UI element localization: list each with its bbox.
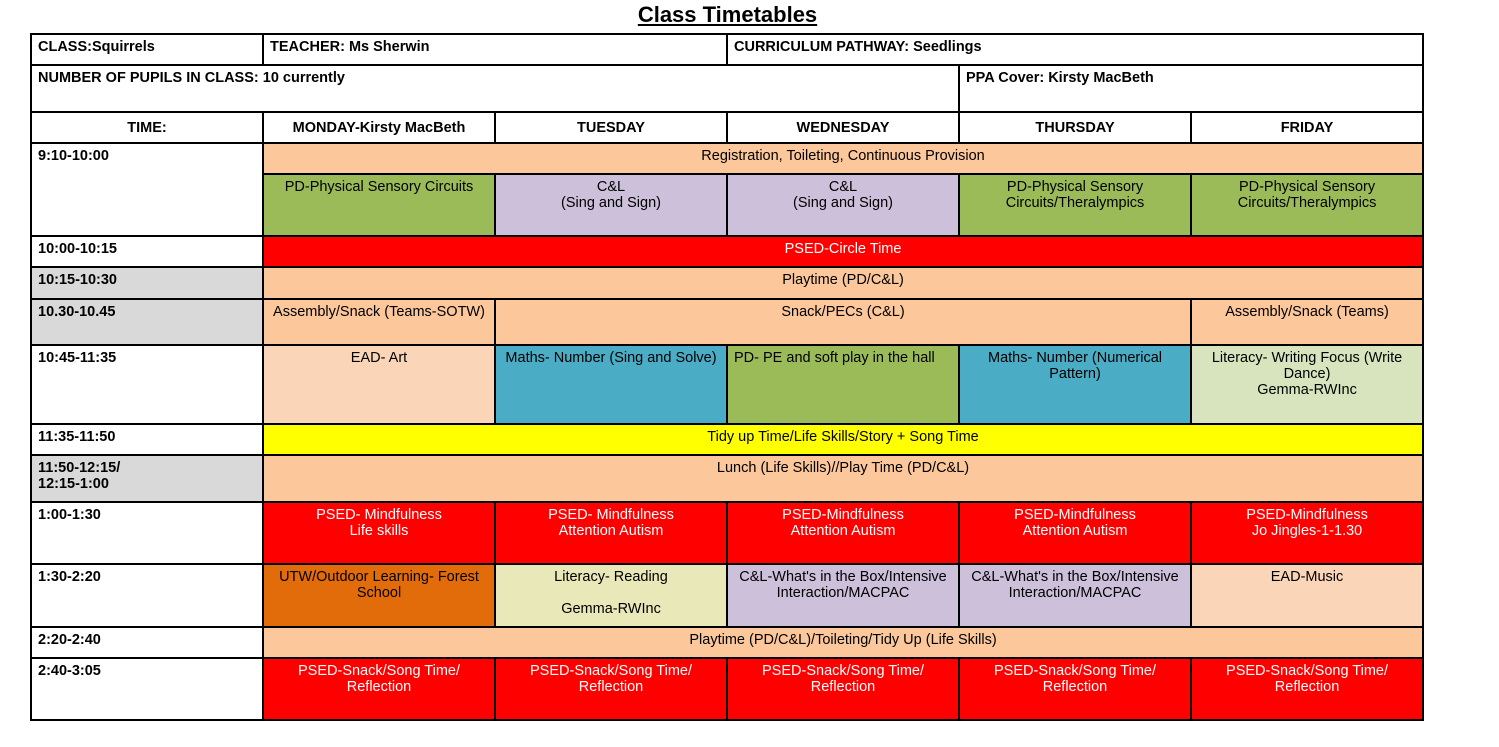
time-cell: 9:10-10:00 — [31, 143, 263, 236]
session-cell: PSED-Snack/Song Time/ Reflection — [727, 658, 959, 720]
session-cell: Playtime (PD/C&L)/Toileting/Tidy Up (Life Skills) — [263, 627, 1423, 658]
session-cell: EAD-Music — [1191, 564, 1423, 627]
col-header-monday: MONDAY-Kirsty MacBeth — [263, 112, 495, 143]
session-cell: PD-Physical Sensory Circuits/Theralympics — [959, 174, 1191, 236]
session-cell: PD-Physical Sensory Circuits/Theralympics — [1191, 174, 1423, 236]
time-cell: 10:00-10:15 — [31, 236, 263, 267]
session-cell: Lunch (Life Skills)//Play Time (PD/C&L) — [263, 455, 1423, 502]
session-cell: PSED-Circle Time — [263, 236, 1423, 267]
time-cell: 10:15-10:30 — [31, 267, 263, 299]
time-cell: 1:30-2:20 — [31, 564, 263, 627]
teacher-name: TEACHER: Ms Sherwin — [263, 34, 727, 65]
session-cell: Registration, Toileting, Continuous Provision — [263, 143, 1423, 174]
ppa-cover: PPA Cover: Kirsty MacBeth — [959, 65, 1423, 112]
session-cell: Literacy- Reading Gemma-RWInc — [495, 564, 727, 627]
session-cell: C&L (Sing and Sign) — [727, 174, 959, 236]
session-cell: Assembly/Snack (Teams) — [1191, 299, 1423, 345]
curriculum-pathway: CURRICULUM PATHWAY: Seedlings — [727, 34, 1423, 65]
session-cell: Literacy- Writing Focus (Write Dance) Gemma-RWInc — [1191, 345, 1423, 424]
session-cell: PSED-Mindfulness Attention Autism — [959, 502, 1191, 564]
time-cell: 10.30-10.45 — [31, 299, 263, 345]
session-cell: Tidy up Time/Life Skills/Story + Song Time — [263, 424, 1423, 455]
session-cell: C&L-What's in the Box/Intensive Interaction/MACPAC — [727, 564, 959, 627]
session-cell: PD-Physical Sensory Circuits — [263, 174, 495, 236]
session-cell: EAD- Art — [263, 345, 495, 424]
session-cell: Maths- Number (Sing and Solve) — [495, 345, 727, 424]
time-cell: 2:40-3:05 — [31, 658, 263, 720]
col-header-time: TIME: — [31, 112, 263, 143]
col-header-friday: FRIDAY — [1191, 112, 1423, 143]
session-cell: C&L (Sing and Sign) — [495, 174, 727, 236]
col-header-wednesday: WEDNESDAY — [727, 112, 959, 143]
session-cell: Maths- Number (Numerical Pattern) — [959, 345, 1191, 424]
session-cell: Snack/PECs (C&L) — [495, 299, 1191, 345]
session-cell: PSED-Snack/Song Time/ Reflection — [959, 658, 1191, 720]
col-header-thursday: THURSDAY — [959, 112, 1191, 143]
class-name: CLASS:Squirrels — [31, 34, 263, 65]
session-cell: Assembly/Snack (Teams-SOTW) — [263, 299, 495, 345]
session-cell: PSED-Mindfulness Jo Jingles-1-1.30 — [1191, 502, 1423, 564]
session-cell: PSED-Snack/Song Time/ Reflection — [495, 658, 727, 720]
time-cell: 11:35-11:50 — [31, 424, 263, 455]
session-cell: PSED-Snack/Song Time/ Reflection — [1191, 658, 1423, 720]
session-cell: UTW/Outdoor Learning- Forest School — [263, 564, 495, 627]
time-cell: 11:50-12:15/ 12:15-1:00 — [31, 455, 263, 502]
session-cell: PSED- Mindfulness Attention Autism — [495, 502, 727, 564]
session-cell: PSED-Snack/Song Time/ Reflection — [263, 658, 495, 720]
number-of-pupils: NUMBER OF PUPILS IN CLASS: 10 currently — [31, 65, 959, 112]
timetable — [30, 33, 1424, 721]
session-cell: PD- PE and soft play in the hall — [727, 345, 959, 424]
session-cell: PSED-Mindfulness Attention Autism — [727, 502, 959, 564]
session-cell: PSED- Mindfulness Life skills — [263, 502, 495, 564]
time-cell: 2:20-2:40 — [31, 627, 263, 658]
time-cell: 10:45-11:35 — [31, 345, 263, 424]
page-title: Class Timetables — [637, 2, 818, 27]
session-cell: C&L-What's in the Box/Intensive Interaction/MACPAC — [959, 564, 1191, 627]
col-header-tuesday: TUESDAY — [495, 112, 727, 143]
session-cell: Playtime (PD/C&L) — [263, 267, 1423, 299]
time-cell: 1:00-1:30 — [31, 502, 263, 564]
